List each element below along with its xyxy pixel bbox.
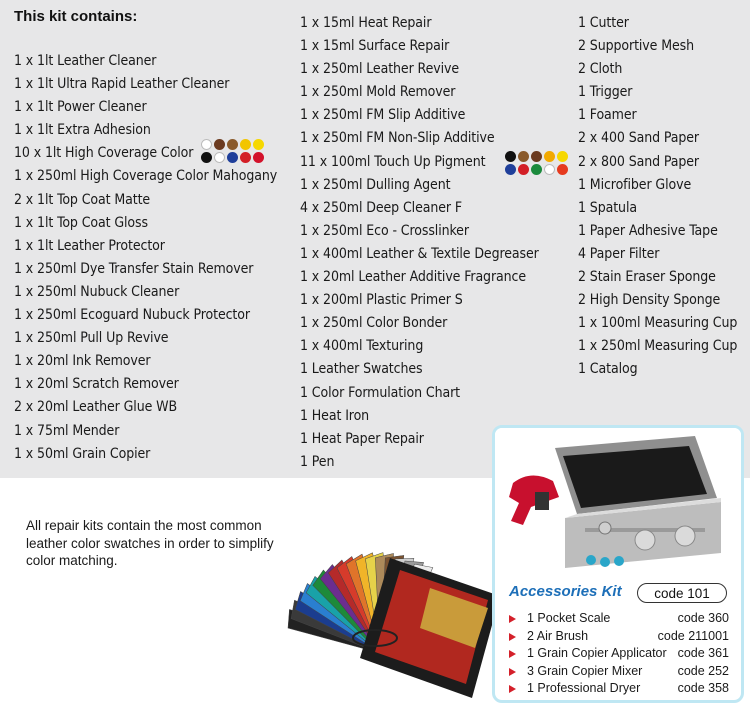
kit-item: 2 High Density Sponge xyxy=(578,292,721,309)
contents-column-3 xyxy=(578,12,737,382)
bullet-arrow-icon xyxy=(509,650,516,658)
kit-item: 1 x 250ml Color Bonder xyxy=(300,315,448,332)
color-dot xyxy=(240,139,251,150)
kit-item: 1 x 1lt Power Cleaner xyxy=(14,99,147,116)
color-dot xyxy=(505,164,516,175)
accessories-list xyxy=(509,610,739,698)
color-dot xyxy=(240,152,251,163)
accessory-code: code 360 xyxy=(677,611,729,625)
kit-item: 1 x 250ml FM Non-Slip Additive xyxy=(300,130,495,147)
kit-item: 1 x 250ml Pull Up Revive xyxy=(14,330,169,347)
kit-item: 1 x 250ml Eco - Crosslinker xyxy=(300,222,469,239)
kit-item: 2 x 1lt Top Coat Matte xyxy=(14,191,151,208)
kit-item: 1 x 250ml Leather Revive xyxy=(300,61,459,78)
color-dot xyxy=(505,151,516,162)
kit-item: 10 x 1lt High Coverage Color xyxy=(14,145,194,162)
kit-item: 1 x 1lt Leather Protector xyxy=(14,237,165,254)
kit-item: 2 x 20ml Leather Glue WB xyxy=(14,399,178,416)
color-dot xyxy=(253,139,264,150)
kit-item: 1 x 250ml Mold Remover xyxy=(300,84,456,101)
kit-item: 1 Heat Iron xyxy=(300,407,370,424)
kit-item: 1 x 250ml High Coverage Color Mahogany xyxy=(14,168,278,185)
kit-item: 1 x 20ml Leather Additive Fragrance xyxy=(300,269,527,286)
kit-item: 1 x 1lt Leather Cleaner xyxy=(14,53,157,69)
kit-item: 1 x 200ml Plastic Primer S xyxy=(300,292,463,309)
accessory-code: code 361 xyxy=(677,646,729,660)
color-dot xyxy=(544,164,555,175)
kit-item: 1 Leather Swatches xyxy=(300,361,423,378)
color-dot xyxy=(557,164,568,175)
pigment-swatch-icon xyxy=(505,151,568,175)
kit-item: 1 x 1lt Top Coat Gloss xyxy=(14,214,148,231)
kit-title: This kit contains: xyxy=(14,8,138,25)
kit-item: 1 Pen xyxy=(300,453,335,470)
kit-item: 1 Paper Adhesive Tape xyxy=(578,222,718,239)
kit-item: 1 x 400ml Leather & Textile Degreaser xyxy=(300,245,539,262)
color-dot xyxy=(531,164,542,175)
kit-item: 1 x 250ml FM Slip Additive xyxy=(300,107,466,124)
kit-item: 1 Trigger xyxy=(578,84,633,101)
accessory-name: 1 Professional Dryer xyxy=(527,681,641,695)
accessory-name: 3 Grain Copier Mixer xyxy=(527,663,643,678)
color-dot xyxy=(557,151,568,162)
color-dot xyxy=(214,152,225,163)
kit-item: 1 x 50ml Grain Copier xyxy=(14,445,151,462)
kit-item: 1 x 250ml Ecoguard Nubuck Protector xyxy=(14,307,250,324)
kit-item: 1 x 20ml Scratch Remover xyxy=(14,376,179,393)
kit-item: 1 x 250ml Measuring Cup xyxy=(578,338,738,355)
color-dot xyxy=(214,139,225,150)
color-dot xyxy=(544,151,555,162)
contents-column-1 xyxy=(14,50,277,466)
accessory-code: code 211001 xyxy=(657,628,729,643)
kit-item: 1 x 400ml Texturing xyxy=(300,338,424,355)
accessories-kit-title: Accessories Kit xyxy=(509,583,622,600)
kit-item: 2 x 800 Sand Paper xyxy=(578,153,700,170)
swatch-description: All repair kits contain the most common leather color swatches in order to simplify color matching. xyxy=(26,518,274,568)
color-dot xyxy=(518,164,529,175)
accessory-code: code 252 xyxy=(677,663,729,678)
kit-item: 1 x 250ml Dulling Agent xyxy=(300,176,451,193)
kit-item: 1 x 250ml Nubuck Cleaner xyxy=(14,283,180,300)
color-dot xyxy=(531,151,542,162)
kit-item: 1 Spatula xyxy=(578,199,637,216)
accessory-name: 2 Air Brush xyxy=(527,628,589,643)
kit-item: 1 Catalog xyxy=(578,361,638,378)
kit-item: 1 x 15ml Surface Repair xyxy=(300,38,450,55)
kit-item: 1 x 1lt Ultra Rapid Leather Cleaner xyxy=(14,76,230,93)
color-dot xyxy=(201,139,212,150)
kit-item: 2 Cloth xyxy=(578,61,623,78)
kit-item: 2 Stain Eraser Sponge xyxy=(578,269,716,286)
accessory-name: 1 Grain Copier Applicator xyxy=(527,646,667,660)
bullet-arrow-icon xyxy=(509,615,516,623)
accessories-kit-code: code 101 xyxy=(637,583,727,603)
kit-item: 1 x 100ml Measuring Cup xyxy=(578,315,738,332)
accessory-row xyxy=(509,680,739,698)
kit-item: 4 x 250ml Deep Cleaner F xyxy=(300,199,462,216)
accessory-row xyxy=(509,663,739,681)
accessory-row xyxy=(509,610,739,628)
accessory-name: 1 Pocket Scale xyxy=(527,611,611,625)
kit-item: 1 Heat Paper Repair xyxy=(300,430,424,447)
kit-item: 1 x 20ml Ink Remover xyxy=(14,353,151,370)
accessory-row xyxy=(509,645,739,663)
kit-item: 1 Foamer xyxy=(578,107,637,124)
kit-item: 1 x 15ml Heat Repair xyxy=(300,15,432,31)
accessory-code: code 358 xyxy=(677,681,729,695)
accessories-kit-box xyxy=(492,425,744,703)
kit-item: 1 Color Formulation Chart xyxy=(300,384,460,401)
accessory-row xyxy=(509,628,739,646)
leather-swatch-fan-image xyxy=(270,478,500,708)
contents-column-2 xyxy=(300,12,539,474)
kit-item: 2 x 400 Sand Paper xyxy=(578,130,700,147)
bullet-arrow-icon xyxy=(509,668,516,676)
accessories-case-image xyxy=(495,428,741,578)
color-dot xyxy=(227,152,238,163)
kit-item: 4 Paper Filter xyxy=(578,245,660,262)
bullet-arrow-icon xyxy=(509,685,516,693)
kit-item: 1 x 75ml Mender xyxy=(14,422,120,439)
kit-item: 1 Cutter xyxy=(578,15,629,31)
color-dot xyxy=(201,152,212,163)
kit-item: 1 x 1lt Extra Adhesion xyxy=(14,122,151,139)
kit-item: 1 x 250ml Dye Transfer Stain Remover xyxy=(14,260,254,277)
color-dot xyxy=(518,151,529,162)
kit-item: 2 Supportive Mesh xyxy=(578,38,694,55)
kit-item: 11 x 100ml Touch Up Pigment xyxy=(300,153,486,170)
color-dot xyxy=(227,139,238,150)
bullet-arrow-icon xyxy=(509,633,516,641)
color-swatch-icon xyxy=(201,139,264,163)
color-dot xyxy=(253,152,264,163)
kit-item: 1 Microfiber Glove xyxy=(578,176,692,193)
